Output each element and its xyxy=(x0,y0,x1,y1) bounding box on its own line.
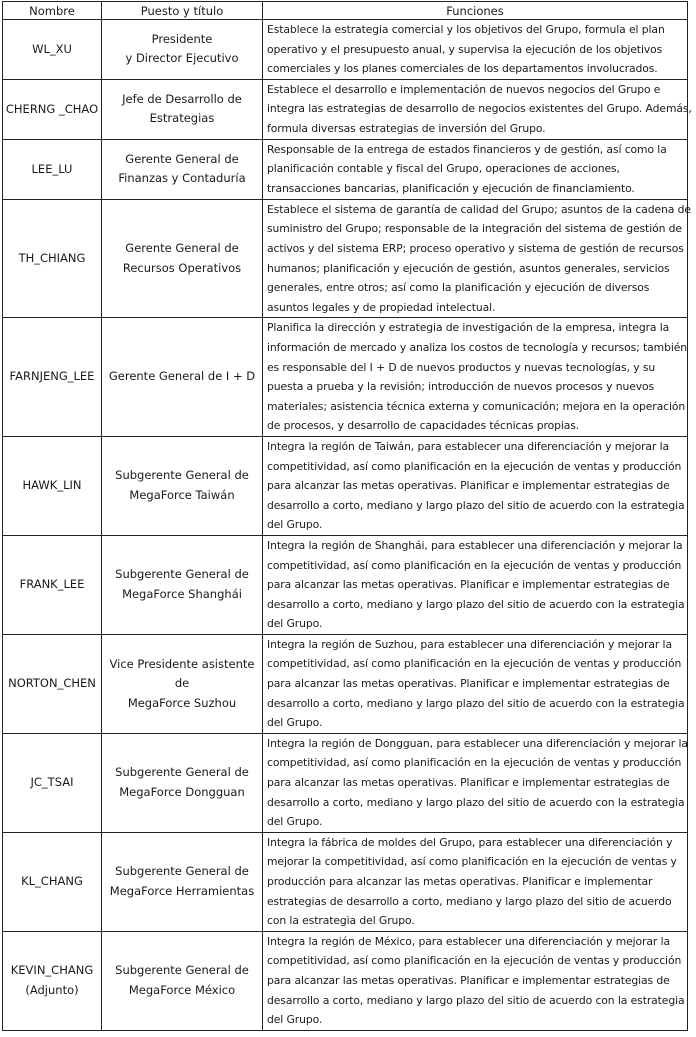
header-functions: Funciones xyxy=(263,2,688,20)
functions-description xyxy=(263,832,688,931)
functions-line: suministro del Grupo; responsable de la integración del sistema de gestión de xyxy=(267,222,682,236)
person-name-line: NORTON_CHEN xyxy=(8,676,96,691)
functions-line: desarrollo a corto, mediano y largo plazo del sitio de acuerdo con la estrategia xyxy=(267,597,685,611)
position-title-line: MegaForce México xyxy=(128,982,236,997)
functions-description xyxy=(263,931,688,1030)
person-name-line: JC_TSAI xyxy=(30,775,74,790)
table-row xyxy=(3,139,688,199)
position-title-line: Gerente General de xyxy=(125,241,239,256)
functions-line: del Grupo. xyxy=(267,716,323,730)
functions-line: operativo y el presupuesto anual, y supervisa la ejecución de los objetivos xyxy=(267,42,663,56)
person-name xyxy=(3,436,102,535)
functions-line: competitividad, así como planificación en la ejecución de ventas y producción xyxy=(267,459,682,473)
position-title-line: Jefe de Desarrollo de xyxy=(122,91,242,106)
functions-line: planificación contable y fiscal del Grupo, operaciones de acciones, xyxy=(267,162,620,176)
table-row xyxy=(3,318,688,437)
functions-description xyxy=(263,535,688,634)
position-title-line: y Director Ejecutivo xyxy=(125,51,239,66)
functions-line: integra las estrategias de desarrollo de negocios existentes del Grupo. Además, xyxy=(267,102,692,116)
functions-line: con la estrategia del Grupo. xyxy=(267,914,415,928)
position-title-line: Gerente General de I + D xyxy=(108,369,256,384)
functions-line: humanos; planificación y ejecución de gestión, asuntos generales, servicios xyxy=(267,261,670,275)
person-name xyxy=(3,199,102,318)
position-title-line: Subgerente General de xyxy=(115,765,249,780)
functions-line: Integra la región de Dongguan, para establecer una diferenciación y mejorar la xyxy=(267,736,688,750)
position-title-line: Estrategias xyxy=(149,111,215,126)
functions-line: asuntos legales y de propiedad intelectual. xyxy=(267,300,496,314)
functions-line: Integra la región de Suzhou, para establecer una diferenciación y mejorar la xyxy=(267,637,672,651)
functions-line: competitividad, así como planificación en la ejecución de ventas y producción xyxy=(267,657,682,671)
position-title-line: Finanzas y Contaduría xyxy=(118,171,246,186)
functions-line: Establece el desarrollo e implementación de nuevos negocios del Grupo e xyxy=(267,82,661,96)
person-name-line: WL_XU xyxy=(32,41,72,56)
position-title-line: MegaForce Suzhou xyxy=(127,695,237,710)
person-name-line: KEVIN_CHANG xyxy=(10,963,94,978)
position-title-line: Subgerente General de xyxy=(115,963,249,978)
position-title xyxy=(102,733,263,832)
functions-line: desarrollo a corto, mediano y largo plazo del sitio de acuerdo con la estrategia xyxy=(267,498,685,512)
functions-description xyxy=(263,318,688,437)
functions-line: competitividad, así como planificación en la ejecución de ventas y producción xyxy=(267,756,682,770)
position-title xyxy=(102,634,263,733)
person-name-line: HAWK_LIN xyxy=(22,478,82,493)
functions-line: competitividad, así como planificación en la ejecución de ventas y producción xyxy=(267,558,682,572)
position-title-line: Subgerente General de xyxy=(115,468,249,483)
position-title-line: Gerente General de xyxy=(125,151,239,166)
table-row xyxy=(3,832,688,931)
functions-line: transacciones bancarias, planificación y ejecución de financiamiento. xyxy=(267,181,635,195)
functions-line: generales, entre otros; así como la planificación y ejecución de diversos xyxy=(267,281,650,295)
functions-description xyxy=(263,20,688,80)
functions-line: desarrollo a corto, mediano y largo plazo del sitio de acuerdo con la estrategia xyxy=(267,795,685,809)
functions-line: activos y del sistema ERP; proceso operativo y sistema de gestión de recursos xyxy=(267,241,684,255)
header-name: Nombre xyxy=(3,2,102,20)
person-name-line: LEE_LU xyxy=(31,161,73,176)
position-title xyxy=(102,931,263,1030)
functions-line: Planifica la dirección y estrategia de investigación de la empresa, integra la xyxy=(267,321,670,335)
functions-line: del Grupo. xyxy=(267,617,323,631)
position-title xyxy=(102,199,263,318)
functions-line: Establece el sistema de garantía de calidad del Grupo; asuntos de la cadena de xyxy=(267,202,691,216)
table-row xyxy=(3,199,688,318)
person-name-line: CHERNG _CHAO xyxy=(5,101,99,116)
functions-line: para alcanzar las metas operativas. Planificar e implementar estrategias de xyxy=(267,479,670,493)
functions-description xyxy=(263,436,688,535)
functions-line: del Grupo. xyxy=(267,1013,323,1027)
position-title-line: MegaForce Shanghái xyxy=(122,586,242,601)
header-row xyxy=(3,2,688,20)
position-title xyxy=(102,832,263,931)
functions-line: estrategias de desarrollo a corto, mediano y largo plazo del sitio de acuerdo xyxy=(267,894,672,908)
header-position: Puesto y título xyxy=(102,2,263,20)
position-title xyxy=(102,139,263,199)
functions-line: mejorar la competitividad, así como planificación en la ejecución de ventas y xyxy=(267,855,677,869)
position-title-line: Presidente xyxy=(151,31,213,46)
position-title-line: MegaForce Dongguan xyxy=(119,784,245,799)
table-row xyxy=(3,436,688,535)
functions-line: para alcanzar las metas operativas. Planificar e implementar estrategias de xyxy=(267,578,670,592)
person-name-line: TH_CHIANG xyxy=(18,250,86,265)
functions-line: formula diversas estrategias de inversión del Grupo. xyxy=(267,121,546,135)
table-row xyxy=(3,20,688,80)
functions-line: información de mercado y analiza los costos de tecnología y recursos; también xyxy=(267,340,688,354)
person-name-line: (Adjunto) xyxy=(25,982,79,997)
person-name xyxy=(3,634,102,733)
person-name xyxy=(3,832,102,931)
functions-line: desarrollo a corto, mediano y largo plazo del sitio de acuerdo con la estrategia xyxy=(267,696,685,710)
executives-table xyxy=(2,1,692,1031)
table-row xyxy=(3,634,688,733)
table-row xyxy=(3,931,688,1030)
table-row xyxy=(3,79,688,139)
position-title-line: Recursos Operativos xyxy=(122,260,242,275)
functions-line: Integra la fábrica de moldes del Grupo, para establecer una diferenciación y xyxy=(267,835,673,849)
person-name-line: FARNJENG_LEE xyxy=(9,369,95,384)
table-body xyxy=(3,20,692,1031)
functions-line: puesta a prueba y la revisión; introducción de nuevos procesos y nuevos xyxy=(267,380,655,394)
position-title xyxy=(102,79,263,139)
functions-line: Integra la región de México, para establecer una diferenciación y mejorar la xyxy=(267,934,670,948)
functions-line: para alcanzar las metas operativas. Planificar e implementar estrategias de xyxy=(267,776,670,790)
functions-line: del Grupo. xyxy=(267,518,323,532)
functions-line: de procesos, y desarrollo de capacidades técnicas propias. xyxy=(267,419,580,433)
table-row xyxy=(3,733,688,832)
functions-line: competitividad, así como planificación en la ejecución de ventas y producción xyxy=(267,954,682,968)
person-name xyxy=(3,733,102,832)
functions-line: para alcanzar las metas operativas. Planificar e implementar estrategias de xyxy=(267,677,670,691)
functions-line: Responsable de la entrega de estados financieros y de gestión, así como la xyxy=(267,142,667,156)
functions-line: materiales; asistencia técnica externa y comunicación; mejora en la operación xyxy=(267,399,686,413)
functions-description xyxy=(263,139,688,199)
person-name xyxy=(3,79,102,139)
functions-description xyxy=(263,79,692,139)
functions-line: comerciales y los planes comerciales de los departamentos involucrados. xyxy=(267,62,658,76)
functions-line: Integra la región de Taiwán, para establecer una diferenciación y mejorar la xyxy=(267,439,670,453)
position-title-line: Vice Presidente asistente de xyxy=(109,656,255,691)
person-name xyxy=(3,139,102,199)
person-name xyxy=(3,931,102,1030)
person-name-line: KL_CHANG xyxy=(21,874,83,889)
functions-description xyxy=(263,634,688,733)
person-name xyxy=(3,20,102,80)
position-title xyxy=(102,535,263,634)
position-title-line: Subgerente General de xyxy=(115,864,249,879)
functions-description xyxy=(263,733,688,832)
person-name xyxy=(3,535,102,634)
functions-line: del Grupo. xyxy=(267,815,323,829)
functions-description xyxy=(263,199,691,318)
position-title-line: MegaForce Herramientas xyxy=(109,883,255,898)
functions-line: producción para alcanzar las metas operativas. Planificar e implementar xyxy=(267,875,653,889)
position-title-line: MegaForce Taiwán xyxy=(129,487,235,502)
person-name-line: FRANK_LEE xyxy=(19,577,85,592)
functions-line: Establece la estrategia comercial y los objetivos del Grupo, formula el plan xyxy=(267,23,665,36)
person-name xyxy=(3,318,102,437)
position-title xyxy=(102,436,263,535)
position-title xyxy=(102,318,263,437)
functions-line: desarrollo a corto, mediano y largo plazo del sitio de acuerdo con la estrategia xyxy=(267,993,685,1007)
functions-line: Integra la región de Shanghái, para establecer una diferenciación y mejorar la xyxy=(267,538,683,552)
position-title-line: Subgerente General de xyxy=(115,567,249,582)
functions-line: es responsable del I + D de nuevos productos y nuevas tecnologías, y su xyxy=(267,360,656,374)
functions-line: para alcanzar las metas operativas. Planificar e implementar estrategias de xyxy=(267,974,670,987)
position-title xyxy=(102,20,263,80)
table-row xyxy=(3,535,688,634)
